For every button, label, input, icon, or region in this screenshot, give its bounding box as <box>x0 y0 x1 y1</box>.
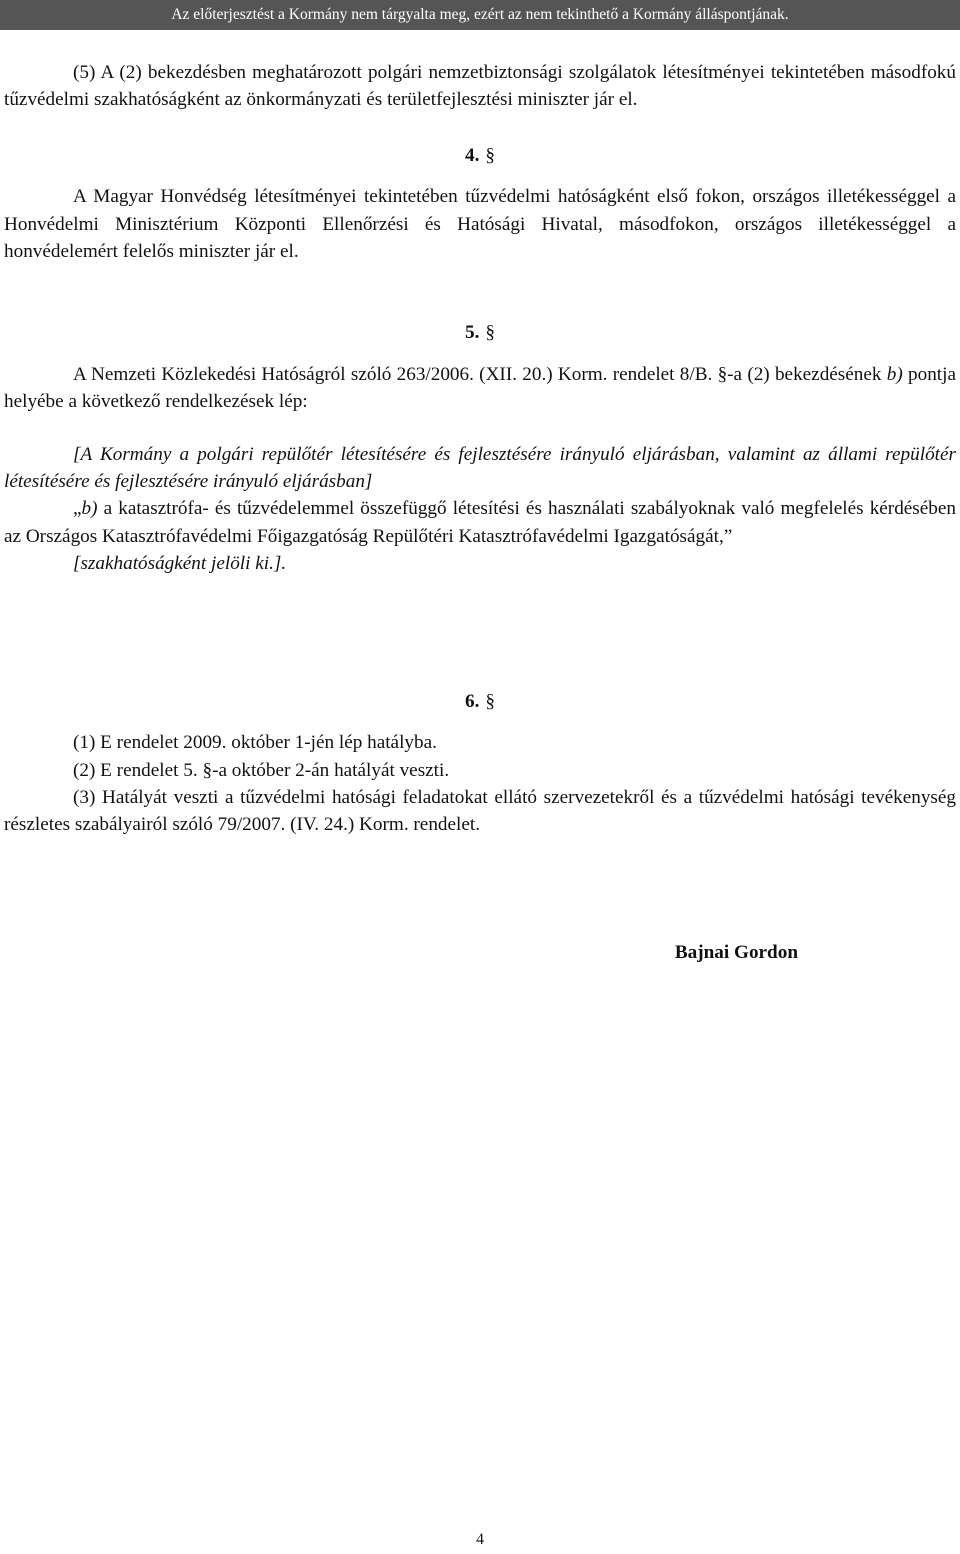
section-5-heading <box>4 319 956 346</box>
section-5-closing <box>4 550 956 577</box>
page-number: 4 <box>476 1531 484 1548</box>
section-sign-link-8b[interactable]: § <box>717 363 728 385</box>
section-6-item-3: (3) Hatályát veszti a tűzvédelmi hatósági feladatokat ellátó szervezetekről és a tűzvédelmi hatósági tevékenység részletes szabályairól szóló 79/2007. (IV. 24.) Korm. rendelet. <box>4 786 956 836</box>
section-5-bracket-italic: [A Kormány a polgári repülőtér létesítésére és fejlesztésére irányuló eljárásban, valamint az állami repülőtér létesítésére és fejlesztésére irányuló eljárásban] <box>4 443 956 493</box>
section-6-heading <box>4 688 956 715</box>
point-b-label: b) <box>81 498 98 520</box>
section-6-item-2 <box>4 757 956 784</box>
section-5-number: 5. <box>465 322 480 344</box>
section-5-intro-point-ref: b) <box>886 363 903 385</box>
section-5-closing-italic: [szakhatóságként jelöli ki.]. <box>73 553 287 575</box>
disclaimer-text: Az előterjesztést a Kormány nem tárgyalta meg, ezért az nem tekinthető a Kormány álláspontjának. <box>171 6 789 23</box>
section-6-number: 6. <box>465 690 480 712</box>
section-5-intro-part-2: -a (2) bekezdésének <box>727 363 887 385</box>
section-sign-link-5[interactable]: § <box>485 322 495 344</box>
section-4-number: 4. <box>465 144 480 166</box>
section-6-item-2-part-1: (2) E rendelet 5. <box>73 759 203 781</box>
section-6-item-2-part-2: -a október 2-án hatályát veszti. <box>212 759 450 781</box>
section-4-heading <box>4 142 956 169</box>
section-5-point-b <box>4 495 956 550</box>
point-b-text: a katasztrófa- és tűzvédelemmel összefüggő létesítési és használati szabályoknak való megfelelés kérdésében az Országos Katasztrófavédelmi Főigazgatóság Repülőtéri Katasztrófavédelmi Igazgatóságát,” <box>4 498 956 547</box>
section-sign-link-6[interactable]: § <box>485 690 495 712</box>
section-5-intro-part-3: pontja helyébe a következő rendelkezések lép: <box>4 363 956 413</box>
section-sign-link-5-ref[interactable]: § <box>202 759 213 781</box>
section-sign-link-4[interactable]: § <box>485 144 495 166</box>
section-5-intro <box>4 361 956 416</box>
paragraph-5: (5) A (2) bekezdésben meghatározott polgári nemzetbiztonsági szolgálatok létesítményei tekintetében másodfokú tűzvédelmi szakhatóságként az önkormányzati és területfejlesztési miniszter jár el. <box>4 62 956 111</box>
open-quote: „ <box>73 498 82 520</box>
section-4-text: A Magyar Honvédség létesítményei tekintetében tűzvédelmi hatóságként első fokon, országos illetékességgel a Honvédelmi Minisztérium Központi Ellenőrzési és Hatósági Hivatal, másodfokon, országos illetékességgel a honvédelemért felelős miniszter jár el. <box>4 186 956 263</box>
disclaimer-banner <box>0 0 960 30</box>
section-5-bracket-text <box>4 441 956 496</box>
section-6-item-1: (1) E rendelet 2009. október 1-jén lép hatályba. <box>73 732 437 754</box>
document-page <box>4 59 956 966</box>
section-5-intro-part-1: A Nemzeti Közlekedési Hatóságról szóló 263/2006. (XII. 20.) Korm. rendelet 8/B. <box>73 363 718 385</box>
signature: Bajnai Gordon <box>674 941 798 963</box>
